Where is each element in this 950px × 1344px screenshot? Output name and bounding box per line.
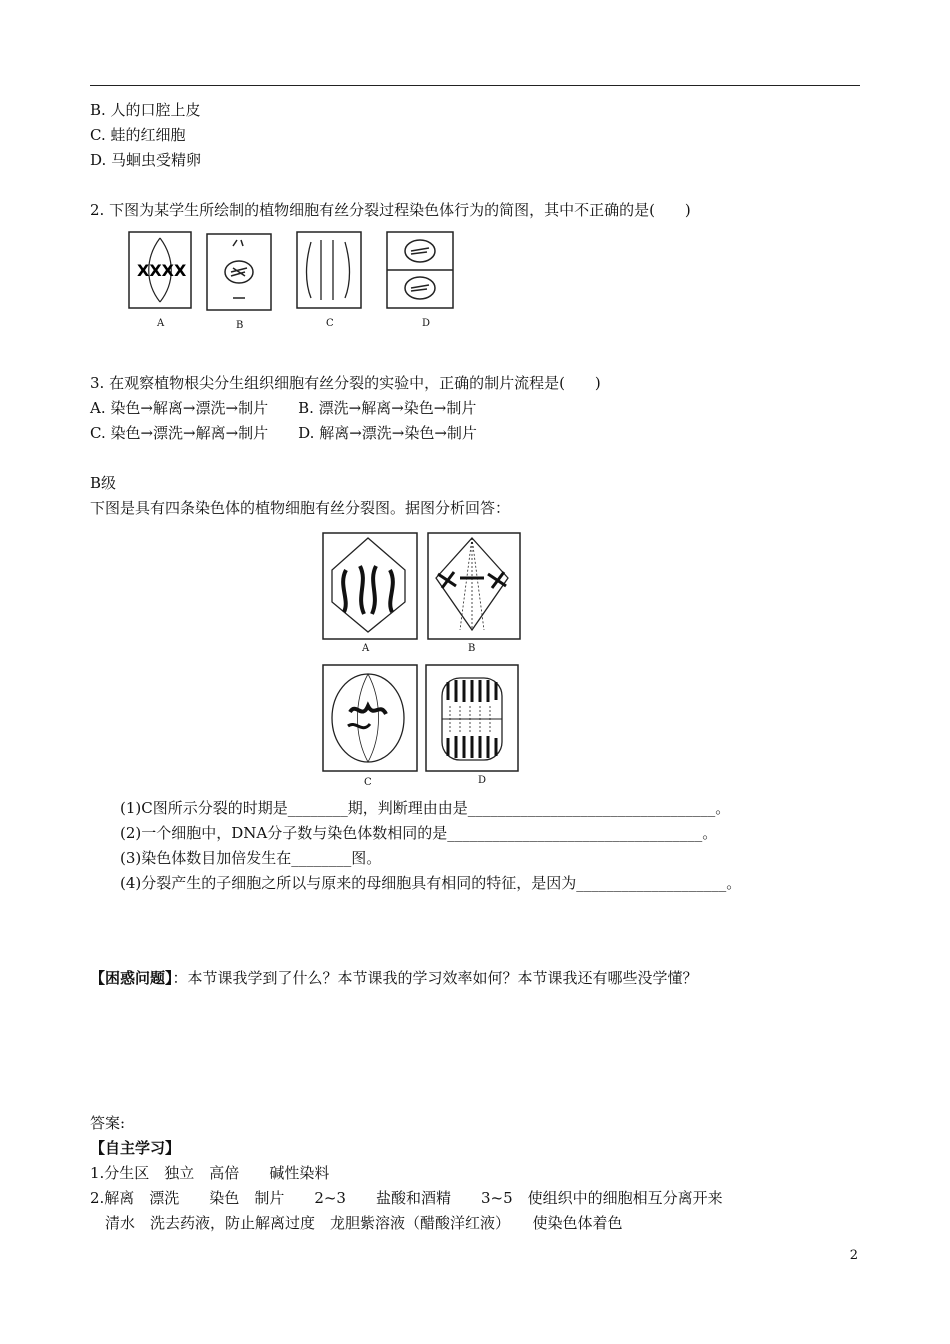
answers-section: 【自主学习】: [90, 1139, 181, 1157]
b-question-1: (1)C图所示分裂的时期是________期，判断理由由是_________________________________。: [120, 799, 731, 817]
q2-label-d: D: [422, 318, 431, 329]
answers-title: 答案:: [90, 1114, 126, 1132]
q1-option-d: D. 马蛔虫受精卵: [90, 151, 202, 169]
confusion-text: ：本节课我学到了什么？本节课我的学习效率如何？本节课我还有哪些没学懂？: [172, 969, 698, 987]
b-level-title: B级: [90, 474, 117, 492]
answers-line-1: 1.分生区 独立 高倍 碱性染料: [90, 1164, 330, 1182]
b-question-2: (2)一个细胞中，DNA分子数与染色体数相同的是__________________________________。: [120, 824, 718, 842]
q2-figure: [125, 228, 460, 338]
q2-label-b: B: [236, 320, 244, 331]
q2-label-c: C: [326, 318, 334, 329]
page-number: 2: [849, 1248, 858, 1263]
b-fig-label-a: A: [362, 643, 370, 654]
b-fig-label-d: D: [478, 775, 487, 786]
confusion-label: 【困惑问题】: [90, 969, 173, 987]
q3-stem: 3. 在观察植物根尖分生组织细胞有丝分裂的实验中，正确的制片流程是( ): [90, 374, 601, 392]
q1-option-b: B. 人的口腔上皮: [90, 101, 201, 119]
q2-label-a: A: [157, 318, 165, 329]
svg-text:XXXX: XXXX: [137, 261, 187, 280]
confusion-section: [90, 968, 698, 988]
q3-options-row2: C. 染色→漂洗→解离→制片 D. 解离→漂洗→染色→制片: [90, 424, 477, 442]
answers-line-3: 清水 洗去药液，防止解离过度 龙胆紫溶液（醋酸洋红液） 使染色体着色: [90, 1214, 623, 1232]
q3-options-row1: A. 染色→解离→漂洗→制片 B. 漂洗→解离→染色→制片: [90, 399, 477, 417]
q1-option-c: C. 蛙的红细胞: [90, 126, 186, 144]
b-fig-label-c: C: [364, 777, 372, 788]
header-rule: [90, 85, 860, 86]
b-question-3: (3)染色体数目加倍发生在________图。: [120, 849, 382, 867]
b-level-intro: 下图是具有四条染色体的植物细胞有丝分裂图。据图分析回答：: [90, 499, 511, 517]
b-level-figure: [320, 530, 525, 780]
q2-stem: 2. 下图为某学生所绘制的植物细胞有丝分裂过程染色体行为的简图，其中不正确的是( ): [90, 201, 691, 219]
b-fig-label-b: B: [468, 643, 476, 654]
answers-line-2: 2.解离 漂洗 染色 制片 2~3 盐酸和酒精 3~5 使组织中的细胞相互分离开来: [90, 1189, 723, 1207]
b-question-4: (4)分裂产生的子细胞之所以与原来的母细胞具有相同的特征，是因为____________________。: [120, 874, 742, 892]
